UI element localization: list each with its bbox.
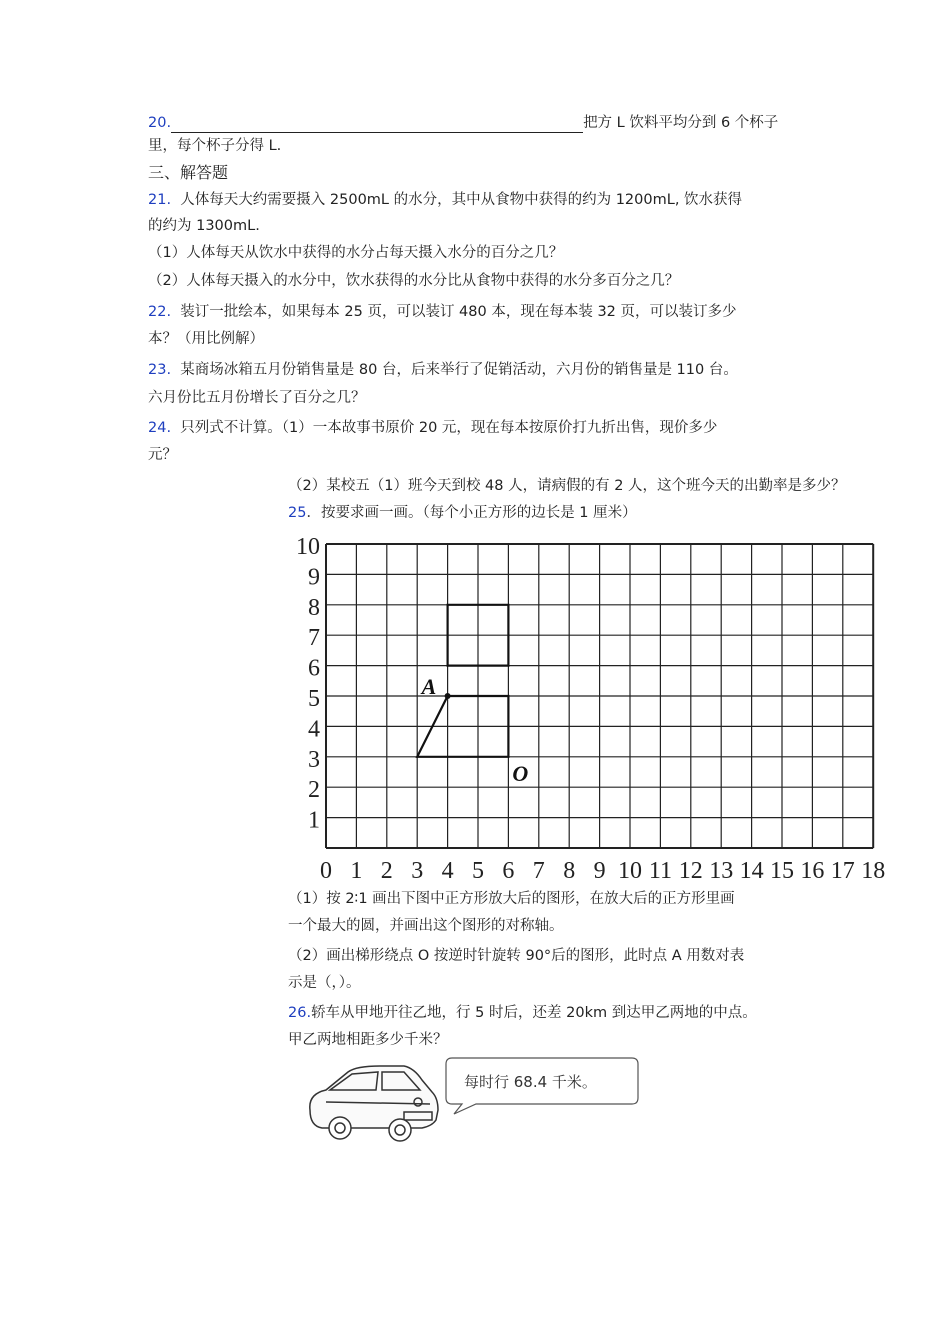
q25-sub1-line2: 一个最大的圆，并画出这个图形的对称轴。 (288, 918, 564, 934)
q21-text: 人体每天大约需要摄入 2500mL 的水分，其中从食物中获得的约为 1200mL, 饮水获得 (180, 192, 743, 208)
q21-sub2: （2）人体每天摄入的水分中，饮水获得的水分比从食物中获得的水分多百分之几？ (148, 273, 680, 289)
x-tick-label: 12 (678, 858, 703, 882)
x-tick-label: 18 (861, 858, 886, 882)
q23-text: 某商场冰箱五月份销售量是 80 台，后来举行了促销活动，六月份的销售量是 110 台。 (180, 362, 738, 378)
q25-sub2-line2: 示是（，）。 (288, 975, 361, 991)
q20-text: 把方 L 饮料平均分到 6 个杯子 (583, 115, 779, 131)
q20-line1 (148, 113, 778, 133)
car-figure (296, 1050, 656, 1150)
x-tick-label: 11 (648, 858, 672, 882)
q25-number: 25 (288, 505, 307, 521)
x-tick-label: 5 (472, 858, 484, 882)
q22-line1 (148, 302, 737, 322)
q24-sub2: （2）某校五（1）班今天到校 48 人，请病假的有 2 人，这个班今天的出勤率是多少？ (288, 478, 846, 494)
point-a (445, 693, 451, 699)
q24-line2: 元？ (148, 447, 177, 463)
x-tick-label: 4 (441, 858, 454, 882)
y-tick-label: 3 (308, 746, 320, 773)
q21-sub1: （1）人体每天从饮水中获得的水分占每天摄入水分的百分之几？ (148, 245, 564, 261)
y-tick-label: 2 (308, 777, 320, 804)
q20-number: 20. (148, 115, 172, 131)
q22-number: 22. (148, 304, 172, 320)
x-tick-label: 10 (618, 858, 642, 882)
q26-line2: 甲乙两地相距多少千米？ (288, 1032, 448, 1048)
q25-text: ．按要求画一画。（每个小正方形的边长是 1 厘米） (306, 505, 637, 521)
point-a-label: A (421, 674, 437, 699)
y-tick-label: 1 (308, 807, 320, 834)
q24-line1 (148, 418, 717, 438)
y-tick-label: 6 (308, 655, 320, 682)
x-tick-label: 8 (563, 858, 576, 882)
y-tick-label: 8 (308, 594, 320, 621)
x-tick-label: 0 (320, 858, 332, 882)
q25-sub2-line1: （2）画出梯形绕点 O 按逆时针旋转 90°后的图形，此时点 A 用数对表 (288, 948, 745, 964)
q23-line1 (148, 360, 738, 380)
q26-line1 (288, 1003, 757, 1023)
y-tick-label: 7 (308, 625, 320, 652)
y-tick-label: 5 (308, 686, 320, 712)
q21-number: 21. (148, 192, 172, 208)
car-illustration (296, 1050, 656, 1154)
x-tick-label: 15 (770, 858, 794, 882)
q22-line2: 本？（用比例解） (148, 331, 264, 347)
x-tick-label: 7 (532, 858, 545, 882)
q22-text: 装订一批绘本，如果每本 25 页，可以装订 480 本，现在每本装 32 页，可以装订多少 (180, 304, 737, 320)
x-tick-label: 2 (380, 858, 393, 882)
x-tick-label: 9 (593, 858, 606, 882)
q21-line1 (148, 190, 742, 210)
x-tick-label: 16 (800, 858, 825, 882)
q25-sub1-line1: （1）按 2∶1 画出下图中正方形放大后的图形，在放大后的正方形里画 (288, 891, 735, 907)
q20-answer-blank[interactable] (171, 116, 583, 133)
grid-figure (288, 530, 898, 882)
q23-line2: 六月份比五月份增长了百分之几？ (148, 390, 366, 406)
x-tick-label: 1 (350, 858, 363, 882)
car-icon (310, 1066, 438, 1141)
q25-line1 (288, 503, 637, 523)
x-tick-label: 3 (411, 858, 424, 882)
q20-line2: 里，每个杯子分得 L. (148, 138, 282, 154)
y-tick-label: 4 (308, 716, 320, 743)
q26-text: 轿车从甲地开往乙地，行 5 时后，还差 20km 到达甲乙两地的中点。 (311, 1005, 757, 1021)
q26-number: 26. (288, 1005, 312, 1021)
x-tick-label: 13 (709, 858, 734, 882)
coordinate-grid (288, 530, 898, 886)
bubble-text: 每时行 68.4 千米。 (464, 1073, 597, 1091)
point-o-label: O (512, 760, 529, 786)
q21-line2: 的约为 1300mL. (148, 218, 260, 234)
section-heading: 三、解答题 (148, 163, 229, 182)
y-tick-label: 10 (296, 534, 320, 560)
y-tick-label: 9 (308, 564, 320, 591)
x-tick-label: 6 (502, 858, 515, 882)
x-tick-label: 17 (830, 858, 855, 882)
q23-number: 23. (148, 362, 172, 378)
q24-text: 只列式不计算。（1）一本故事书原价 20 元，现在每本按原价打九折出售，现价多少 (180, 420, 718, 436)
x-tick-label: 14 (739, 858, 764, 882)
q24-number: 24. (148, 420, 172, 436)
